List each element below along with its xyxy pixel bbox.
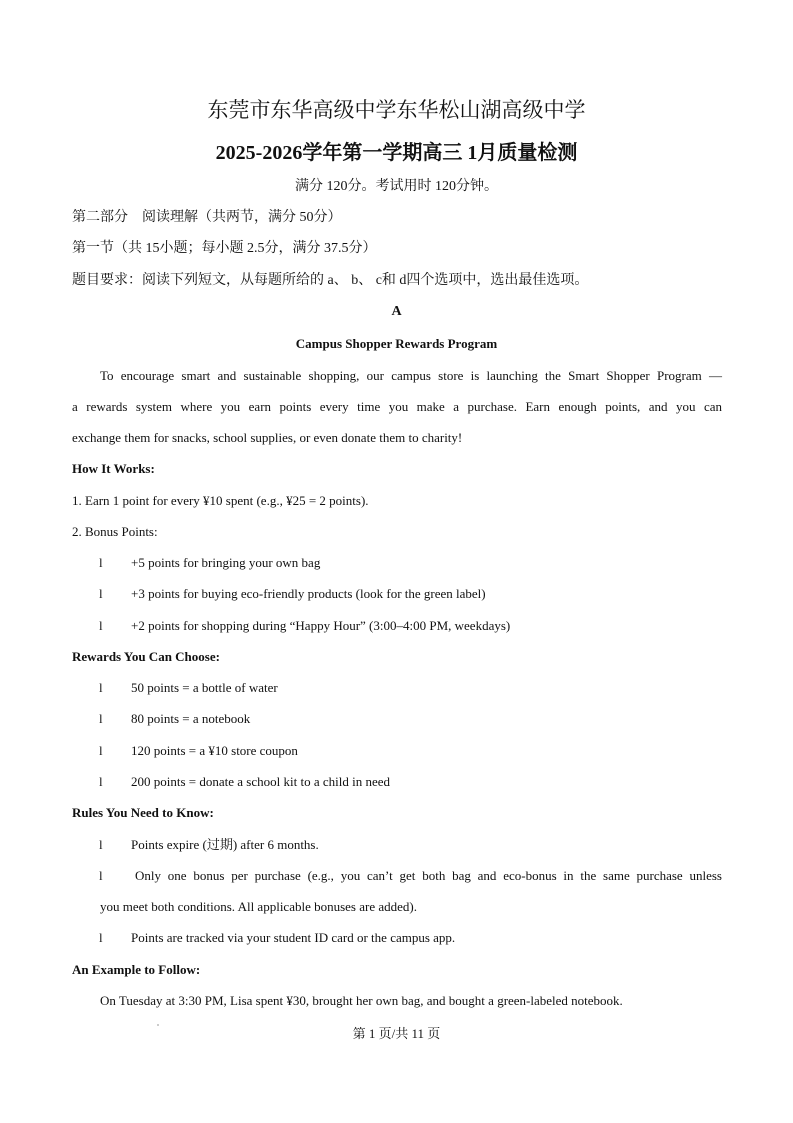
bonus-item: +3 points for buying eco-friendly products (look for the green label) bbox=[131, 586, 486, 601]
example-text: On Tuesday at 3:30 PM, Lisa spent ¥30, brought her own bag, and bought a green-labeled notebook. bbox=[100, 993, 623, 1008]
reward-item: 120 points = a ¥10 store coupon bbox=[131, 743, 298, 758]
part-title: 第二部分 阅读理解（共两节，满分 50分） bbox=[72, 210, 342, 225]
reward-item: 50 points = a bottle of water bbox=[131, 680, 278, 695]
bullet-marker: l bbox=[99, 586, 103, 601]
reward-item: 200 points = donate a school kit to a child in need bbox=[131, 774, 390, 789]
rule-item: Only one bonus per purchase (e.g., you can’t get both bag and eco-bonus in the same purchase unless bbox=[135, 868, 722, 883]
page-footer: 第 1 页/共 11 页 bbox=[352, 1026, 441, 1041]
exam-info: 满分 120分。考试用时 120分钟。 bbox=[295, 179, 498, 194]
example-heading: An Example to Follow: bbox=[72, 962, 201, 977]
exam-title: 2025-2026学年第一学期高三 1月质量检测 bbox=[215, 142, 578, 164]
bullet-marker: l bbox=[99, 837, 103, 852]
rule-item-continued: you meet both conditions. All applicable bonuses are added). bbox=[100, 899, 417, 914]
rule-item: Points expire (过期) after 6 months. bbox=[131, 837, 319, 852]
bullet-marker: l bbox=[99, 711, 103, 726]
bonus-item: +5 points for bringing your own bag bbox=[131, 555, 321, 570]
bullet-marker: l bbox=[99, 618, 103, 633]
section-title: 第一节（共 15小题；每小题 2.5分，满分 37.5分） bbox=[72, 241, 377, 256]
rule-item: Points are tracked via your student ID card or the campus app. bbox=[131, 930, 456, 945]
bullet-marker: l bbox=[99, 680, 103, 695]
school-name: 东莞市东华高级中学东华松山湖高级中学 bbox=[207, 98, 586, 122]
intro-line-2: a rewards system where you earn points every time you make a purchase. Earn enough points, and you can bbox=[72, 399, 722, 414]
bullet-marker: l bbox=[99, 774, 103, 789]
how-item-1: 1. Earn 1 point for every ¥10 spent (e.g., ¥25 = 2 points). bbox=[72, 493, 369, 508]
intro-line-1: To encourage smart and sustainable shopping, our campus store is launching the Smart Shopper Program — bbox=[100, 368, 722, 383]
bonus-item: +2 points for shopping during “Happy Hour” (3:00–4:00 PM, weekdays) bbox=[131, 618, 511, 633]
bullet-marker: l bbox=[99, 555, 103, 570]
rewards-heading: Rewards You Can Choose: bbox=[72, 649, 220, 664]
how-item-2: 2. Bonus Points: bbox=[72, 524, 158, 539]
instruction: 题目要求：阅读下列短文，从每题所给的 a、 b、 c和 d四个选项中，选出最佳选项。 bbox=[72, 273, 589, 288]
bullet-marker: l bbox=[99, 930, 103, 945]
bullet-marker: l bbox=[99, 868, 103, 883]
reward-item: 80 points = a notebook bbox=[131, 711, 251, 726]
rules-heading: Rules You Need to Know: bbox=[72, 805, 214, 820]
intro-line-3: exchange them for snacks, school supplies, or even donate them to charity! bbox=[72, 430, 463, 445]
passage-label: A bbox=[391, 304, 402, 319]
bullet-marker: l bbox=[99, 743, 103, 758]
how-heading: How It Works: bbox=[72, 461, 155, 476]
passage-title: Campus Shopper Rewards Program bbox=[295, 336, 498, 351]
